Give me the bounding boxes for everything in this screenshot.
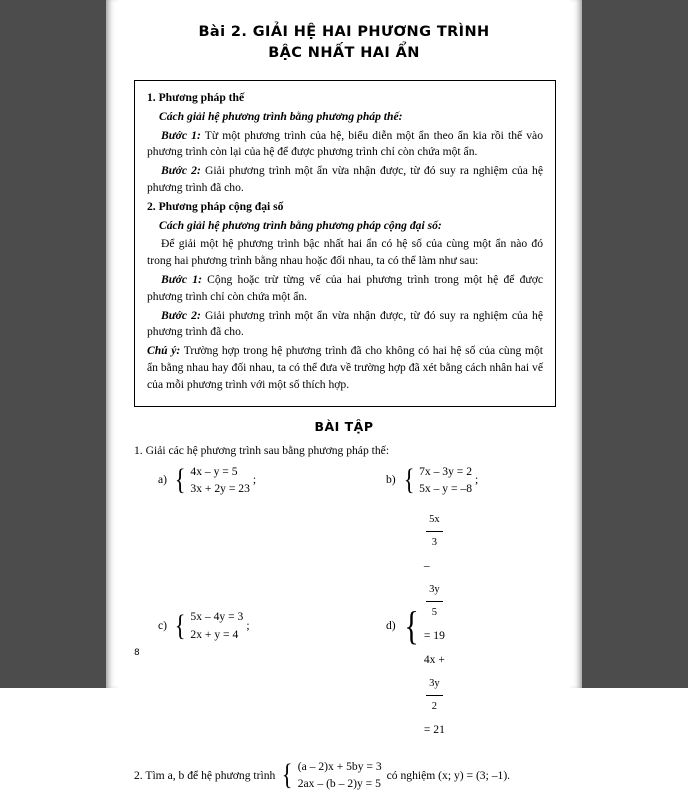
section1-step1	[147, 128, 543, 162]
section2-step1	[147, 272, 543, 306]
brace-icon: {	[404, 602, 419, 648]
item-b-eq1: 7x – 3y = 2	[419, 464, 472, 478]
section2-step1-text: Cộng hoặc trừ từng vế của hai phương trình trong một hệ để được phương trình chỉ còn chứa một ẩn.	[147, 273, 543, 303]
item-a-eq2: 3x + 2y = 23	[190, 481, 250, 495]
exercise-2-lead: 2. Tìm a, b để hệ phương trình	[134, 768, 276, 782]
item-c-eq2: 2x + y = 4	[190, 627, 239, 641]
exercise-2-eq2: 2ax – (b – 2)y = 5	[297, 777, 381, 791]
left-binding-edge	[0, 0, 106, 688]
exercise-1	[134, 444, 554, 742]
section1-step1-text: Từ một phương trình của hệ, biểu diễn một ẩn theo ẩn kia rồi thế vào phương trình còn lại của hệ để được phương trình chỉ còn chứa một ẩn.	[147, 128, 543, 159]
item-c-eq1: 5x – 4y = 3	[190, 610, 244, 624]
exercise-1-text: 1. Giải các hệ phương trình sau bằng phương pháp thế:	[134, 443, 390, 457]
exercise-2-eq1: (a – 2)x + 5by = 3	[297, 760, 382, 774]
item-d-label: d)	[386, 619, 396, 633]
exercise-1-row-ab	[134, 463, 554, 498]
item-b-label: b)	[386, 473, 396, 487]
brace-icon: {	[282, 758, 293, 792]
item-d-system	[402, 509, 445, 742]
page-title-line1: Bài 2. GIẢI HỆ HAI PHƯƠNG TRÌNH	[198, 24, 490, 40]
exercise-2-system	[280, 758, 381, 793]
item-d-eq2: 4x + 3y 2 = 21	[423, 653, 445, 736]
item-a-label: a)	[158, 473, 168, 487]
left-page-shadow	[106, 0, 118, 688]
item-b-eq2: 5x – y = –8	[419, 481, 472, 495]
section2-step2-text: Giải phương trình một ẩn vừa nhận được, từ đó suy ra nghiệm của hệ phương trình đã cho.	[147, 308, 544, 339]
section2-heading: 2. Phương pháp cộng đại số	[147, 199, 284, 213]
exercise-1-item-d	[344, 509, 554, 742]
section2-intro: Để giải một hệ phương trình bậc nhất hai ẩn có hệ số của cùng một ẩn nào đó trong hai phương trình bằng nhau hoặc đối nhau, ta có thể làm như sau:	[147, 237, 543, 268]
right-page-shadow	[570, 0, 582, 688]
exercise-1-row-cd	[134, 509, 554, 742]
item-a-system	[173, 463, 256, 498]
section2-step1-label: Bước 1:	[161, 273, 202, 286]
page-sheet	[118, 0, 570, 792]
item-b-end: ;	[475, 473, 479, 487]
item-b-system	[402, 463, 479, 498]
theory-note-label: Chú ý:	[147, 344, 181, 358]
section1-step1-label: Bước 1:	[161, 128, 201, 142]
theory-note	[147, 343, 543, 393]
exercise-1-item-c	[134, 509, 344, 742]
brace-icon: {	[403, 462, 415, 496]
section2-step2-label: Bước 2:	[161, 308, 201, 322]
item-d-eq1: 5x 3 – 3y 5 = 19	[424, 509, 445, 648]
exercise-1-item-a	[134, 463, 344, 498]
item-c-label: c)	[158, 619, 168, 633]
section1-subheading: Cách giải hệ phương trình bằng phương pháp thế:	[159, 109, 403, 123]
fraction: 3y 2	[426, 673, 443, 718]
fraction: 3y 5	[426, 579, 443, 624]
exercise-2-tail: có nghiệm (x; y) = (3; –1).	[386, 768, 511, 782]
fraction: 5x 3	[426, 509, 443, 554]
section1-heading: 1. Phương pháp thế	[147, 91, 245, 105]
page-title-line2: BẬC NHẤT HAI ẨN	[268, 45, 420, 62]
section1-step2-text: Giải phương trình một ẩn vừa nhận được, từ đó suy ra nghiệm của hệ phương trình đã cho.	[147, 164, 544, 195]
exercises-heading: BÀI TẬP	[314, 418, 374, 434]
right-binding-edge	[582, 0, 688, 688]
item-a-end: ;	[252, 473, 257, 487]
exercise-1-item-b	[344, 463, 554, 498]
brace-icon: {	[174, 608, 186, 642]
item-c-system	[173, 608, 250, 643]
item-a-eq1: 4x – y = 5	[190, 464, 238, 478]
item-c-end: ;	[246, 619, 250, 633]
section2-step2	[147, 308, 543, 342]
section2-subheading: Cách giải hệ phương trình bằng phương pháp cộng đại số:	[159, 218, 442, 232]
page-title	[118, 22, 570, 64]
brace-icon: {	[174, 462, 186, 496]
section1-step2-label: Bước 2:	[161, 164, 201, 178]
section1-step2	[147, 163, 543, 197]
exercise-2	[134, 758, 554, 793]
page-number: 8	[134, 648, 140, 658]
theory-note-text: Trường hợp trong hệ phương trình đã cho không có hai hệ số của cùng một ẩn bằng nhau hay đối nhau, ta có thể đưa về trường hợp đã xét bằng cách nhân hai vế của mỗi phương trình với một số thích hợp.	[147, 344, 543, 391]
theory-box	[134, 80, 556, 407]
